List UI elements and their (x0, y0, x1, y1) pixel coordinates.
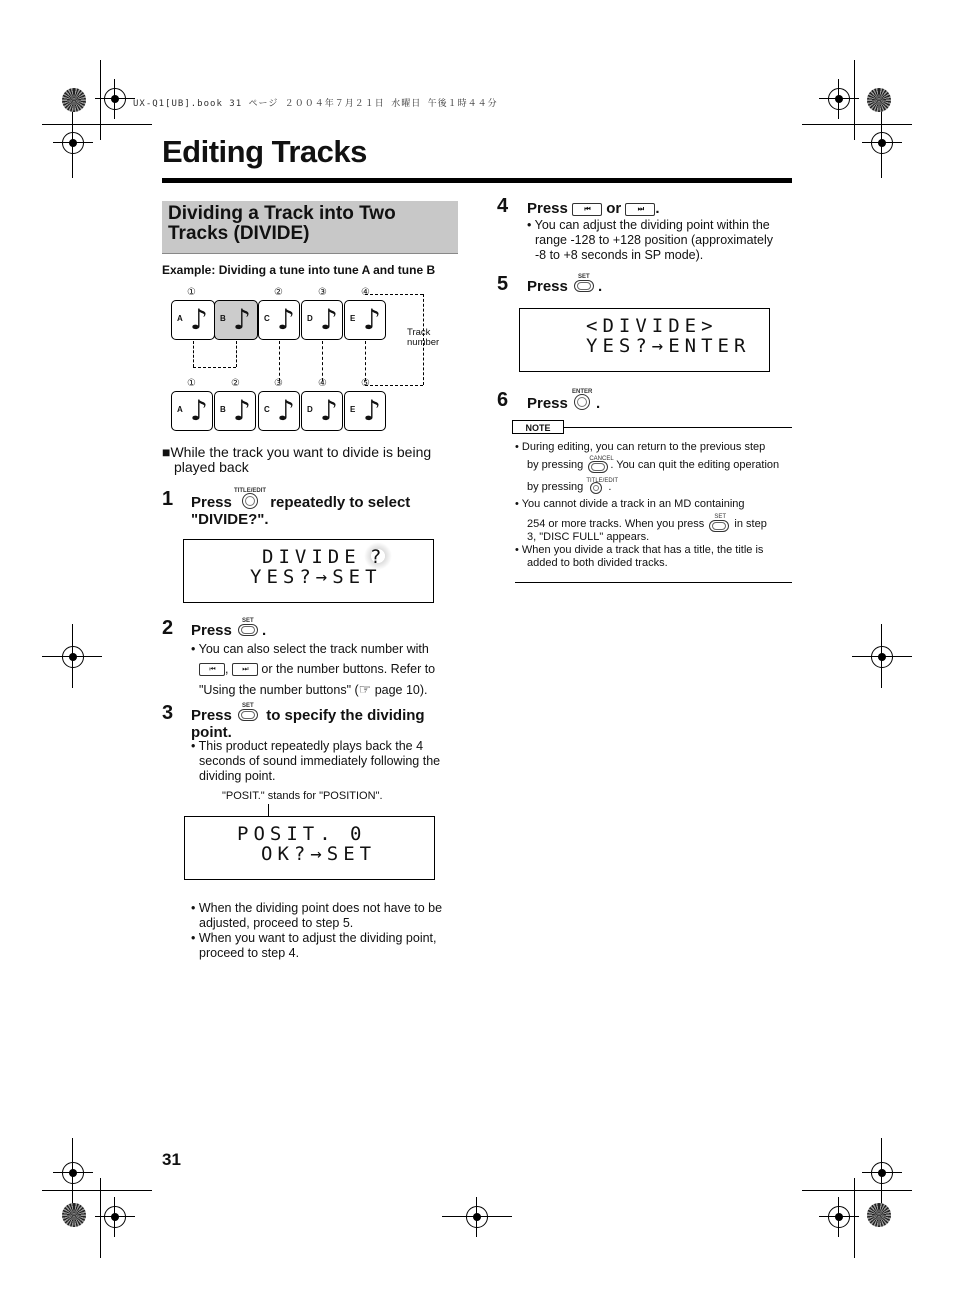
registration-mark (104, 1206, 126, 1228)
color-target (62, 88, 86, 112)
track-box (171, 300, 215, 340)
track-number-bottom: ④ (318, 378, 327, 389)
title-rule (162, 178, 792, 183)
note-text: in step (734, 518, 767, 530)
set-button-icon (238, 624, 258, 636)
track-letter: B (220, 314, 226, 323)
track-label: Track number (407, 327, 440, 348)
track-letter: E (350, 405, 356, 414)
note-icon: ♪ (277, 394, 295, 427)
next-button-icon: ⏭ (625, 203, 655, 216)
bullet-line: • You can adjust the dividing point within the (527, 218, 770, 232)
registration-mark (62, 1162, 84, 1184)
bullet-line: range -128 to +128 position (approximately (535, 233, 773, 247)
condition-text (162, 445, 431, 475)
page-number: 31 (162, 1150, 181, 1169)
note-icon: ♪ (363, 394, 381, 427)
section-title-line2: Tracks (DIVIDE) (168, 223, 310, 244)
page-title: Editing Tracks (162, 134, 367, 169)
note-icon: ♪ (277, 303, 295, 336)
step2-text (191, 618, 267, 639)
bullet-line: -8 to +8 seconds in SP mode). (535, 248, 704, 262)
track-number-bottom: ② (231, 378, 240, 389)
note-label: NOTE (512, 420, 564, 434)
step-number: 3 (162, 702, 174, 724)
color-target (62, 1203, 86, 1227)
track-letter: C (264, 405, 270, 414)
bullet-line: proceed to step 4. (199, 946, 300, 960)
button-caption: SET (242, 618, 254, 624)
track-box (344, 300, 386, 340)
track-box (344, 391, 386, 431)
track-letter: A (177, 405, 183, 414)
bullet-text: page 10). (371, 683, 428, 697)
note-icon: ♪ (320, 394, 338, 427)
note-icon: ♪ (320, 303, 338, 336)
set-button-icon (709, 520, 729, 532)
registration-mark (871, 132, 893, 154)
bullet-line: • When you want to adjust the dividing point, (191, 931, 437, 945)
track-letter: D (307, 314, 313, 323)
set-button-icon (238, 709, 258, 721)
track-letter: D (307, 405, 313, 414)
step6-text (527, 389, 601, 412)
press-label: Press (527, 200, 568, 217)
prev-button-icon: ⏮ (572, 203, 602, 216)
track-box (258, 300, 300, 340)
note-text: . You can quit the editing operation (610, 459, 780, 471)
track-letter: E (350, 314, 356, 323)
note-text: by pressing (527, 481, 584, 493)
track-number-bottom: ③ (274, 378, 283, 389)
step-text: repeatedly to select (270, 494, 411, 511)
lcd-line: YES?→ENTER (586, 335, 751, 357)
lcd-display-divide (183, 539, 434, 603)
step-text: or (606, 200, 622, 217)
posit-note: "POSIT." stands for "POSITION". (222, 790, 383, 802)
track-number-top: ④ (361, 287, 370, 298)
bullet-line: • When the dividing point does not have to be (191, 901, 443, 915)
section-title (162, 201, 458, 254)
track-number-top: ① (187, 287, 196, 298)
bullet-line: • You can also select the track number with (191, 642, 429, 656)
note-line: • You cannot divide a track in an MD containing (515, 498, 745, 510)
lcd-display-posit (184, 816, 435, 880)
note-icon: ♪ (363, 303, 381, 336)
bullet-line: • This product repeatedly plays back the 4 (191, 739, 424, 753)
lcd-line: OK?→SET (261, 843, 377, 865)
button-caption: SET (242, 703, 254, 709)
note-icon: ♪ (233, 303, 251, 336)
track-box (171, 391, 213, 431)
step3-bullet (191, 739, 461, 784)
track-number-bottom: ⑤ (361, 378, 370, 389)
step-number: 6 (497, 389, 509, 411)
button-caption: TITLE/EDIT (586, 478, 618, 484)
registration-mark (871, 646, 893, 668)
step-text: "DIVIDE?". (191, 511, 269, 528)
lcd-line: YES?→SET (250, 566, 382, 588)
lcd-value: 0 (350, 823, 367, 845)
step-number: 4 (497, 195, 509, 217)
lcd-line: DIVIDE (262, 546, 361, 568)
button-caption: SET (578, 274, 590, 280)
note-text: by pressing (527, 459, 584, 471)
track-letter: B (220, 405, 226, 414)
step-text: . (655, 200, 660, 217)
track-box (214, 300, 258, 340)
next-button-icon: ⏭ (232, 663, 258, 676)
condition-line: ■While the track you want to divide is being (162, 444, 432, 460)
lcd-blinking-char: ? (370, 546, 387, 568)
color-target (867, 1203, 891, 1227)
press-label: Press (527, 395, 568, 412)
step-number: 1 (162, 488, 174, 510)
note-line: • When you divide a track that has a title, the title is (515, 544, 764, 556)
press-label: Press (191, 494, 232, 511)
track-number-top: ② (274, 287, 283, 298)
note-text: 254 or more tracks. When you press (527, 518, 705, 530)
step-number: 5 (497, 273, 509, 295)
button-caption: ENTER (572, 389, 593, 395)
registration-mark (62, 646, 84, 668)
step-text: point. (191, 724, 232, 741)
track-box (214, 391, 256, 431)
bullet-line: dividing point. (199, 769, 276, 783)
step-text: to specify the dividing (266, 707, 425, 724)
step4-text (527, 200, 660, 217)
note-body (515, 441, 795, 570)
step5-text (527, 274, 603, 295)
step4-bullet (527, 218, 792, 263)
bullet-line: adjusted, proceed to step 5. (199, 916, 354, 930)
step3-text (191, 703, 461, 741)
registration-mark (828, 88, 850, 110)
press-label: Press (191, 622, 232, 639)
button-caption: SET (714, 514, 727, 520)
note-line: • During editing, you can return to the previous step (515, 441, 766, 453)
track-box (258, 391, 300, 431)
note-icon: ♪ (233, 394, 251, 427)
press-label: Press (527, 278, 568, 295)
bullet-text: , (225, 662, 232, 676)
step-text: . (598, 278, 603, 295)
reference-icon: ☞ (358, 681, 372, 697)
bullet-text: "Using the number buttons" ( (199, 683, 359, 697)
track-box (301, 300, 343, 340)
lcd-line: POSIT. (237, 823, 336, 845)
track-number-top: ③ (318, 287, 327, 298)
print-header: UX-Q1[UB].book 31 ページ ２００４年７月２１日 水曜日 午後１時４４分 (133, 99, 498, 109)
example-label: Example: Dividing a tune into tune A and tune B (162, 263, 436, 277)
step1-text (191, 488, 461, 528)
step2-bullet (191, 639, 461, 700)
divide-diagram (165, 285, 455, 435)
color-target (867, 88, 891, 112)
section-title-line1: Dividing a Track into Two (168, 203, 396, 224)
title-edit-button-icon (242, 493, 258, 509)
note-text: . (608, 481, 612, 493)
title-edit-button-icon (590, 482, 602, 494)
note-icon: ♪ (190, 394, 208, 427)
track-letter: C (264, 314, 270, 323)
lcd-display-confirm (519, 308, 770, 372)
note-icon: ♪ (190, 303, 208, 336)
press-label: Press (191, 707, 232, 724)
note-line: 3, "DISC FULL" appears. (527, 531, 650, 543)
track-letter: A (177, 314, 183, 323)
track-number-bottom: ① (187, 378, 196, 389)
step-text: . (262, 622, 267, 639)
registration-mark (466, 1206, 488, 1228)
after-step3-notes (191, 901, 463, 961)
lcd-line: <DIVIDE> (586, 315, 718, 337)
cancel-button-icon (588, 461, 608, 473)
bullet-text: or the number buttons. Refer to (257, 662, 436, 676)
set-button-icon (574, 280, 594, 292)
condition-line: played back (174, 459, 249, 475)
button-caption: CANCEL (589, 456, 614, 462)
registration-mark (871, 1162, 893, 1184)
button-caption: TITLE/EDIT (234, 488, 267, 494)
step-number: 2 (162, 617, 174, 639)
bullet-line: seconds of sound immediately following the (199, 754, 441, 768)
track-box (301, 391, 343, 431)
registration-mark (104, 88, 126, 110)
registration-mark (828, 1206, 850, 1228)
step-text: . (596, 395, 601, 412)
prev-button-icon: ⏮ (199, 663, 225, 676)
note-line: added to both divided tracks. (527, 557, 668, 569)
registration-mark (62, 132, 84, 154)
enter-button-icon (574, 394, 590, 410)
